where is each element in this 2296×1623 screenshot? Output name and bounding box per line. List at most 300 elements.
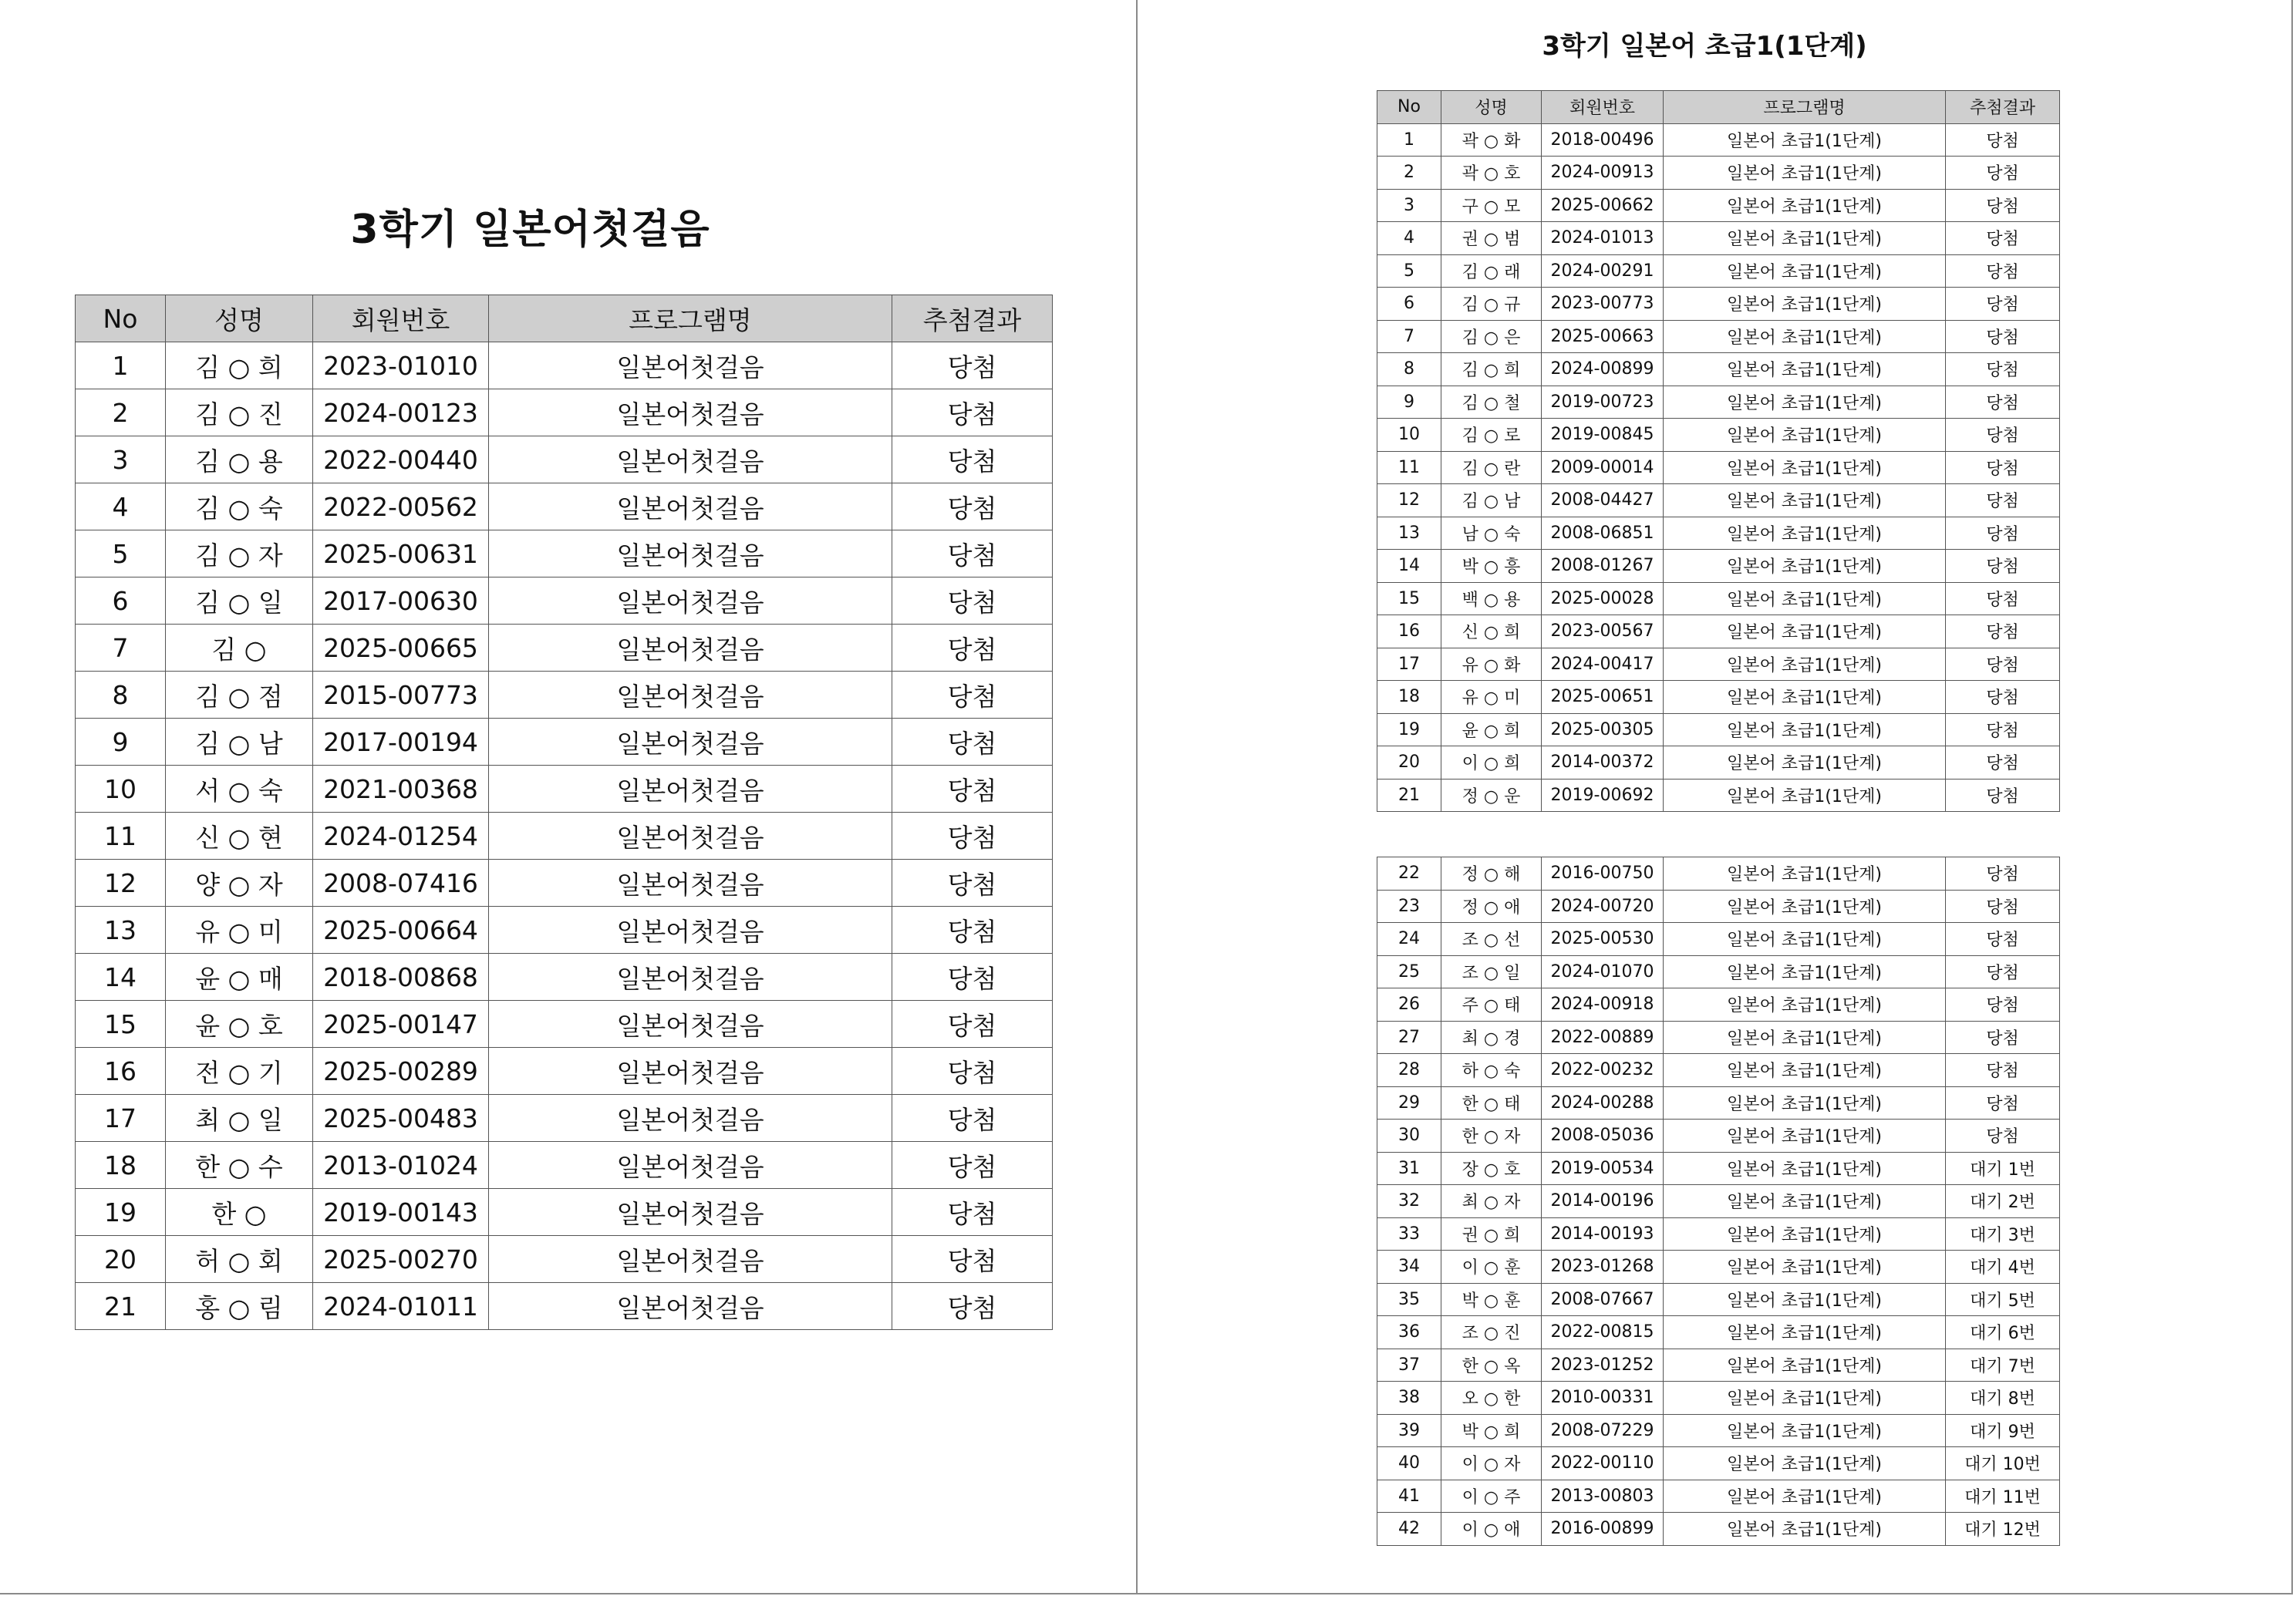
program-cell: 일본어 초급1(1단계) — [1664, 857, 1946, 891]
result-cell: 대기 6번 — [1946, 1316, 2060, 1349]
program-cell: 일본어첫걸음 — [489, 1048, 892, 1095]
name-cell: 주 ○ 태 — [1441, 988, 1542, 1022]
table-row — [1377, 288, 2060, 321]
no-cell: 7 — [1377, 320, 1441, 353]
name-cell: 김 ○ 진 — [166, 389, 313, 436]
member-id-cell: 2021-00368 — [313, 766, 489, 813]
table-row — [1377, 1152, 2060, 1185]
program-cell: 일본어첫걸음 — [489, 1095, 892, 1142]
table-row — [76, 342, 1053, 389]
result-cell: 당첨 — [892, 1095, 1053, 1142]
member-id-cell: 2019-00143 — [313, 1189, 489, 1236]
name-cell: 최 ○ 자 — [1441, 1185, 1542, 1218]
result-cell: 당첨 — [1946, 320, 2060, 353]
no-cell: 42 — [1377, 1513, 1441, 1546]
name-cell: 한 ○ 태 — [1441, 1086, 1542, 1120]
no-cell: 22 — [1377, 857, 1441, 891]
result-cell: 당첨 — [892, 530, 1053, 577]
member-id-cell: 2018-00868 — [313, 954, 489, 1001]
program-cell: 일본어 초급1(1단계) — [1664, 189, 1946, 222]
member-id-cell: 2023-01010 — [313, 342, 489, 389]
result-cell: 당첨 — [1946, 955, 2060, 988]
no-cell: 33 — [1377, 1217, 1441, 1251]
right-results-table-part2 — [1377, 857, 2060, 1546]
program-cell: 일본어 초급1(1단계) — [1664, 582, 1946, 615]
result-cell: 당첨 — [1946, 254, 2060, 288]
table-row — [1377, 955, 2060, 988]
name-cell: 권 ○ 범 — [1441, 222, 1542, 255]
no-cell: 15 — [1377, 582, 1441, 615]
result-cell: 당첨 — [892, 1142, 1053, 1189]
member-id-cell: 2008-04427 — [1542, 484, 1664, 517]
no-cell: 36 — [1377, 1316, 1441, 1349]
table-row — [1377, 386, 2060, 419]
member-id-cell: 2017-00630 — [313, 577, 489, 625]
result-cell: 당첨 — [1946, 451, 2060, 484]
result-cell: 당첨 — [892, 1236, 1053, 1283]
member-id-cell: 2025-00530 — [1542, 923, 1664, 956]
program-cell: 일본어첫걸음 — [489, 625, 892, 672]
name-cell: 백 ○ 용 — [1441, 582, 1542, 615]
program-cell: 일본어첫걸음 — [489, 672, 892, 719]
name-cell: 김 ○ 숙 — [166, 483, 313, 530]
member-id-cell: 2017-00194 — [313, 719, 489, 766]
member-id-cell: 2025-00305 — [1542, 713, 1664, 746]
name-cell: 조 ○ 선 — [1441, 923, 1542, 956]
member-id-cell: 2019-00692 — [1542, 779, 1664, 812]
name-cell: 김 ○ 희 — [1441, 353, 1542, 386]
no-cell: 23 — [1377, 890, 1441, 923]
table-row — [1377, 1480, 2060, 1513]
member-id-cell: 2008-06851 — [1542, 517, 1664, 550]
program-cell: 일본어 초급1(1단계) — [1664, 1283, 1946, 1316]
name-cell: 박 ○ 훈 — [1441, 1283, 1542, 1316]
no-cell: 30 — [1377, 1120, 1441, 1153]
result-cell: 당첨 — [1946, 419, 2060, 452]
name-cell: 허 ○ 회 — [166, 1236, 313, 1283]
member-id-cell: 2022-00110 — [1542, 1447, 1664, 1480]
no-cell: 21 — [1377, 779, 1441, 812]
name-cell: 조 ○ 진 — [1441, 1316, 1542, 1349]
no-cell: 1 — [76, 342, 166, 389]
member-id-cell: 2024-01011 — [313, 1283, 489, 1330]
no-cell: 14 — [76, 954, 166, 1001]
no-cell: 16 — [1377, 615, 1441, 648]
table-row — [76, 860, 1053, 907]
name-cell: 박 ○ 흥 — [1441, 550, 1542, 583]
member-id-cell: 2025-00665 — [313, 625, 489, 672]
no-cell: 28 — [1377, 1054, 1441, 1087]
program-cell: 일본어첫걸음 — [489, 436, 892, 483]
program-cell: 일본어첫걸음 — [489, 1001, 892, 1048]
name-cell: 김 ○ 규 — [1441, 288, 1542, 321]
table-row — [1377, 1251, 2060, 1284]
member-id-cell: 2022-00440 — [313, 436, 489, 483]
table-row — [76, 813, 1053, 860]
program-cell: 일본어 초급1(1단계) — [1664, 157, 1946, 190]
no-cell: 25 — [1377, 955, 1441, 988]
result-cell: 당첨 — [1946, 582, 2060, 615]
no-cell: 29 — [1377, 1086, 1441, 1120]
table-row — [1377, 648, 2060, 681]
no-cell: 34 — [1377, 1251, 1441, 1284]
name-cell: 홍 ○ 림 — [166, 1283, 313, 1330]
member-id-cell: 2015-00773 — [313, 672, 489, 719]
member-id-cell: 2023-00773 — [1542, 288, 1664, 321]
result-cell: 대기 2번 — [1946, 1185, 2060, 1218]
table-row — [1377, 123, 2060, 157]
member-id-cell: 2022-00889 — [1542, 1021, 1664, 1054]
name-cell: 이 ○ 주 — [1441, 1480, 1542, 1513]
no-cell: 12 — [1377, 484, 1441, 517]
member-id-cell: 2025-00663 — [1542, 320, 1664, 353]
table-row — [76, 1001, 1053, 1048]
table-row — [1377, 353, 2060, 386]
member-id-cell: 2024-01013 — [1542, 222, 1664, 255]
member-id-cell: 2014-00372 — [1542, 746, 1664, 780]
result-cell: 당첨 — [1946, 550, 2060, 583]
table-row — [1377, 222, 2060, 255]
program-cell: 일본어 초급1(1단계) — [1664, 779, 1946, 812]
no-cell: 39 — [1377, 1414, 1441, 1447]
result-cell: 당첨 — [892, 577, 1053, 625]
name-cell: 곽 ○ 화 — [1441, 123, 1542, 157]
table-row — [76, 1095, 1053, 1142]
name-cell: 양 ○ 자 — [166, 860, 313, 907]
header-result: 추첨결과 — [1946, 91, 2060, 124]
result-cell: 당첨 — [892, 1048, 1053, 1095]
program-cell: 일본어 초급1(1단계) — [1664, 1414, 1946, 1447]
no-cell: 3 — [76, 436, 166, 483]
program-cell: 일본어 초급1(1단계) — [1664, 1316, 1946, 1349]
table-row — [76, 389, 1053, 436]
table-row — [1377, 1316, 2060, 1349]
table-row — [76, 1236, 1053, 1283]
member-id-cell: 2008-07416 — [313, 860, 489, 907]
program-cell: 일본어첫걸음 — [489, 813, 892, 860]
program-cell: 일본어 초급1(1단계) — [1664, 955, 1946, 988]
no-cell: 9 — [1377, 386, 1441, 419]
name-cell: 김 ○ — [166, 625, 313, 672]
table-row — [1377, 419, 2060, 452]
result-cell: 당첨 — [892, 389, 1053, 436]
name-cell: 윤 ○ 희 — [1441, 713, 1542, 746]
no-cell: 27 — [1377, 1021, 1441, 1054]
program-cell: 일본어 초급1(1단계) — [1664, 123, 1946, 157]
table-row — [76, 530, 1053, 577]
result-cell: 당첨 — [1946, 1086, 2060, 1120]
result-cell: 당첨 — [892, 672, 1053, 719]
table-row — [1377, 1054, 2060, 1087]
name-cell: 김 ○ 은 — [1441, 320, 1542, 353]
no-cell: 37 — [1377, 1349, 1441, 1382]
member-id-cell: 2025-00651 — [1542, 681, 1664, 714]
name-cell: 이 ○ 애 — [1441, 1513, 1542, 1546]
name-cell: 최 ○ 경 — [1441, 1021, 1542, 1054]
member-id-cell: 2019-00534 — [1542, 1152, 1664, 1185]
member-id-cell: 2019-00723 — [1542, 386, 1664, 419]
no-cell: 8 — [76, 672, 166, 719]
name-cell: 구 ○ 모 — [1441, 189, 1542, 222]
no-cell: 1 — [1377, 123, 1441, 157]
table-row — [1377, 1447, 2060, 1480]
table-row — [1377, 890, 2060, 923]
result-cell: 대기 4번 — [1946, 1251, 2060, 1284]
table-row — [1377, 615, 2060, 648]
name-cell: 박 ○ 희 — [1441, 1414, 1542, 1447]
member-id-cell: 2016-00899 — [1542, 1513, 1664, 1546]
name-cell: 김 ○ 철 — [1441, 386, 1542, 419]
no-cell: 20 — [1377, 746, 1441, 780]
program-cell: 일본어첫걸음 — [489, 954, 892, 1001]
program-cell: 일본어 초급1(1단계) — [1664, 353, 1946, 386]
name-cell: 유 ○ 미 — [166, 907, 313, 954]
member-id-cell: 2025-00147 — [313, 1001, 489, 1048]
member-id-cell: 2025-00028 — [1542, 582, 1664, 615]
no-cell: 5 — [1377, 254, 1441, 288]
name-cell: 정 ○ 애 — [1441, 890, 1542, 923]
no-cell: 7 — [76, 625, 166, 672]
name-cell: 이 ○ 훈 — [1441, 1251, 1542, 1284]
table-row — [76, 1189, 1053, 1236]
table-row — [76, 577, 1053, 625]
header-result: 추첨결과 — [892, 295, 1053, 342]
member-id-cell: 2019-00845 — [1542, 419, 1664, 452]
table-row — [1377, 1217, 2060, 1251]
table-row — [1377, 857, 2060, 891]
name-cell: 하 ○ 숙 — [1441, 1054, 1542, 1087]
header-no: No — [1377, 91, 1441, 124]
program-cell: 일본어 초급1(1단계) — [1664, 1447, 1946, 1480]
result-cell: 대기 5번 — [1946, 1283, 2060, 1316]
member-id-cell: 2024-00918 — [1542, 988, 1664, 1022]
header-program: 프로그램명 — [489, 295, 892, 342]
member-id-cell: 2022-00562 — [313, 483, 489, 530]
member-id-cell: 2024-00899 — [1542, 353, 1664, 386]
program-cell: 일본어 초급1(1단계) — [1664, 451, 1946, 484]
no-cell: 5 — [76, 530, 166, 577]
result-cell: 당첨 — [892, 860, 1053, 907]
member-id-cell: 2025-00631 — [313, 530, 489, 577]
table-row — [76, 954, 1053, 1001]
header-row — [1377, 91, 2060, 124]
result-cell: 대기 8번 — [1946, 1382, 2060, 1415]
right-results-table-part1 — [1377, 90, 2060, 812]
table-row — [1377, 550, 2060, 583]
name-cell: 전 ○ 기 — [166, 1048, 313, 1095]
table-row — [76, 766, 1053, 813]
program-cell: 일본어첫걸음 — [489, 342, 892, 389]
no-cell: 20 — [76, 1236, 166, 1283]
table-row — [1377, 451, 2060, 484]
table-row — [76, 1048, 1053, 1095]
result-cell: 당첨 — [1946, 890, 2060, 923]
program-cell: 일본어첫걸음 — [489, 389, 892, 436]
name-cell: 김 ○ 자 — [166, 530, 313, 577]
name-cell: 이 ○ 자 — [1441, 1447, 1542, 1480]
header-member-id: 회원번호 — [313, 295, 489, 342]
name-cell: 김 ○ 용 — [166, 436, 313, 483]
table-row — [1377, 1086, 2060, 1120]
name-cell: 김 ○ 란 — [1441, 451, 1542, 484]
table-row — [1377, 484, 2060, 517]
header-name: 성명 — [166, 295, 313, 342]
program-cell: 일본어첫걸음 — [489, 530, 892, 577]
name-cell: 이 ○ 희 — [1441, 746, 1542, 780]
table-row — [1377, 1414, 2060, 1447]
member-id-cell: 2009-00014 — [1542, 451, 1664, 484]
result-cell: 당첨 — [1946, 189, 2060, 222]
program-cell: 일본어 초급1(1단계) — [1664, 484, 1946, 517]
result-cell: 당첨 — [1946, 386, 2060, 419]
program-cell: 일본어 초급1(1단계) — [1664, 615, 1946, 648]
table-row — [1377, 746, 2060, 780]
program-cell: 일본어 초급1(1단계) — [1664, 517, 1946, 550]
result-cell: 당첨 — [1946, 746, 2060, 780]
table-row — [1377, 189, 2060, 222]
member-id-cell: 2013-01024 — [313, 1142, 489, 1189]
no-cell: 17 — [76, 1095, 166, 1142]
no-cell: 13 — [76, 907, 166, 954]
member-id-cell: 2024-00417 — [1542, 648, 1664, 681]
program-cell: 일본어첫걸음 — [489, 907, 892, 954]
header-program: 프로그램명 — [1664, 91, 1946, 124]
name-cell: 윤 ○ 매 — [166, 954, 313, 1001]
table-row — [1377, 1513, 2060, 1546]
no-cell: 10 — [76, 766, 166, 813]
result-cell: 당첨 — [892, 719, 1053, 766]
table-row — [76, 483, 1053, 530]
result-cell: 당첨 — [1946, 648, 2060, 681]
table-row — [76, 1283, 1053, 1330]
result-cell: 당첨 — [1946, 484, 2060, 517]
member-id-cell: 2025-00270 — [313, 1236, 489, 1283]
name-cell: 김 ○ 남 — [166, 719, 313, 766]
program-cell: 일본어첫걸음 — [489, 1283, 892, 1330]
no-cell: 38 — [1377, 1382, 1441, 1415]
program-cell: 일본어 초급1(1단계) — [1664, 386, 1946, 419]
result-cell: 당첨 — [1946, 222, 2060, 255]
result-cell: 당첨 — [1946, 615, 2060, 648]
member-id-cell: 2016-00750 — [1542, 857, 1664, 891]
program-cell: 일본어 초급1(1단계) — [1664, 1480, 1946, 1513]
member-id-cell: 2025-00289 — [313, 1048, 489, 1095]
no-cell: 40 — [1377, 1447, 1441, 1480]
result-cell: 당첨 — [892, 342, 1053, 389]
program-cell: 일본어첫걸음 — [489, 719, 892, 766]
table-row — [1377, 1185, 2060, 1218]
name-cell: 조 ○ 일 — [1441, 955, 1542, 988]
member-id-cell: 2008-07667 — [1542, 1283, 1664, 1316]
member-id-cell: 2022-00815 — [1542, 1316, 1664, 1349]
no-cell: 6 — [76, 577, 166, 625]
no-cell: 2 — [1377, 157, 1441, 190]
member-id-cell: 2023-01268 — [1542, 1251, 1664, 1284]
table-row — [1377, 1382, 2060, 1415]
header-name: 성명 — [1441, 91, 1542, 124]
no-cell: 11 — [1377, 451, 1441, 484]
no-cell: 18 — [1377, 681, 1441, 714]
program-cell: 일본어 초급1(1단계) — [1664, 746, 1946, 780]
table-row — [1377, 779, 2060, 812]
program-cell: 일본어 초급1(1단계) — [1664, 254, 1946, 288]
no-cell: 12 — [76, 860, 166, 907]
header-no: No — [76, 295, 166, 342]
left-page-title: 3학기 일본어첫걸음 — [350, 207, 710, 253]
no-cell: 13 — [1377, 517, 1441, 550]
name-cell: 정 ○ 운 — [1441, 779, 1542, 812]
program-cell: 일본어 초급1(1단계) — [1664, 648, 1946, 681]
member-id-cell: 2023-01252 — [1542, 1349, 1664, 1382]
table-row — [1377, 713, 2060, 746]
program-cell: 일본어첫걸음 — [489, 577, 892, 625]
name-cell: 오 ○ 한 — [1441, 1382, 1542, 1415]
table-row — [76, 625, 1053, 672]
name-cell: 윤 ○ 호 — [166, 1001, 313, 1048]
program-cell: 일본어 초급1(1단계) — [1664, 1349, 1946, 1382]
program-cell: 일본어 초급1(1단계) — [1664, 1054, 1946, 1087]
no-cell: 3 — [1377, 189, 1441, 222]
result-cell: 당첨 — [892, 1283, 1053, 1330]
member-id-cell: 2024-00123 — [313, 389, 489, 436]
member-id-cell: 2025-00662 — [1542, 189, 1664, 222]
name-cell: 한 ○ — [166, 1189, 313, 1236]
member-id-cell: 2014-00193 — [1542, 1217, 1664, 1251]
program-cell: 일본어 초급1(1단계) — [1664, 988, 1946, 1022]
table-row — [1377, 254, 2060, 288]
program-cell: 일본어 초급1(1단계) — [1664, 1185, 1946, 1218]
program-cell: 일본어 초급1(1단계) — [1664, 1086, 1946, 1120]
name-cell: 김 ○ 점 — [166, 672, 313, 719]
header-member-id: 회원번호 — [1542, 91, 1664, 124]
name-cell: 김 ○ 남 — [1441, 484, 1542, 517]
name-cell: 정 ○ 해 — [1441, 857, 1542, 891]
no-cell: 4 — [1377, 222, 1441, 255]
program-cell: 일본어 초급1(1단계) — [1664, 1217, 1946, 1251]
table-row — [76, 1142, 1053, 1189]
program-cell: 일본어 초급1(1단계) — [1664, 1251, 1946, 1284]
program-cell: 일본어 초급1(1단계) — [1664, 222, 1946, 255]
program-cell: 일본어 초급1(1단계) — [1664, 1152, 1946, 1185]
no-cell: 41 — [1377, 1480, 1441, 1513]
member-id-cell: 2013-00803 — [1542, 1480, 1664, 1513]
program-cell: 일본어 초급1(1단계) — [1664, 320, 1946, 353]
member-id-cell: 2024-00913 — [1542, 157, 1664, 190]
name-cell: 한 ○ 수 — [166, 1142, 313, 1189]
result-cell: 대기 1번 — [1946, 1152, 2060, 1185]
result-cell: 당첨 — [1946, 857, 2060, 891]
member-id-cell: 2014-00196 — [1542, 1185, 1664, 1218]
table-row — [1377, 681, 2060, 714]
table-row — [76, 672, 1053, 719]
result-cell: 당첨 — [892, 766, 1053, 813]
name-cell: 한 ○ 자 — [1441, 1120, 1542, 1153]
no-cell: 21 — [76, 1283, 166, 1330]
no-cell: 18 — [76, 1142, 166, 1189]
table-row — [76, 436, 1053, 483]
table-row — [1377, 988, 2060, 1022]
header-row — [76, 295, 1053, 342]
no-cell: 35 — [1377, 1283, 1441, 1316]
result-cell: 당첨 — [1946, 988, 2060, 1022]
program-cell: 일본어첫걸음 — [489, 1189, 892, 1236]
no-cell: 16 — [76, 1048, 166, 1095]
member-id-cell: 2024-01254 — [313, 813, 489, 860]
result-cell: 당첨 — [892, 1001, 1053, 1048]
no-cell: 14 — [1377, 550, 1441, 583]
member-id-cell: 2025-00664 — [313, 907, 489, 954]
no-cell: 2 — [76, 389, 166, 436]
